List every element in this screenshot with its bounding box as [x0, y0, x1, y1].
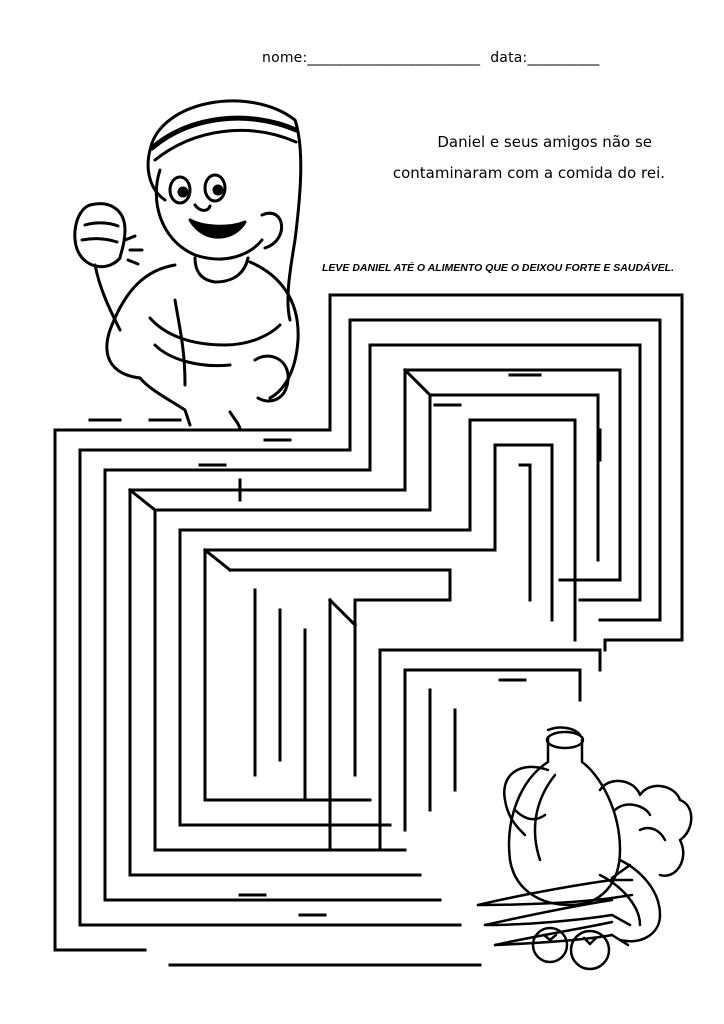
caption-line-2: contaminaram com a comida do rei. [392, 164, 665, 182]
maze-instruction: LEVE DANIEL ATÉ O ALIMENTO QUE O DEIXOU FORTE E SAUDÁVEL. [322, 262, 674, 274]
caption-line-1: Daniel e seus amigos não se [437, 133, 652, 151]
name-field-label: nome:________________________ [262, 50, 481, 66]
date-field-label: data:__________ [490, 50, 600, 66]
